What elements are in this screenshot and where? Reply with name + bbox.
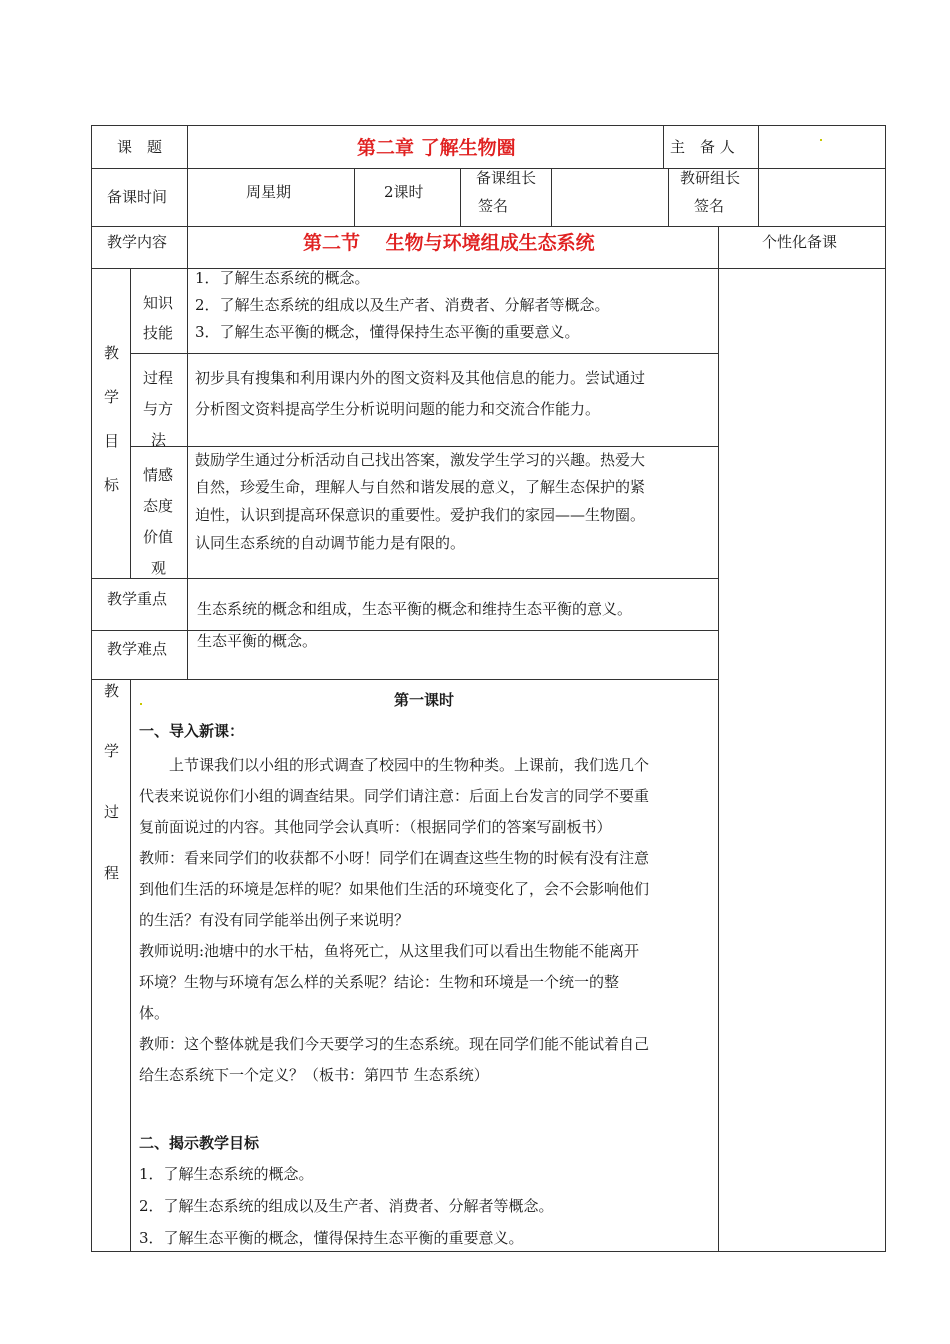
- lesson-title: 第一课时: [393, 691, 454, 709]
- rule-col-group: [551, 168, 552, 226]
- rule-row2: [91, 226, 886, 227]
- label-topic: 课 题: [117, 138, 163, 156]
- part2-heading: 二、揭示教学目标: [139, 1134, 260, 1152]
- label-prep-time: 备课时间: [107, 188, 168, 206]
- label-difficulties: 教学难点: [107, 640, 168, 658]
- rule-knowledge: [130, 353, 718, 354]
- rule-col-hours: [460, 168, 461, 226]
- rule-col-week: [354, 168, 355, 226]
- knowledge-item: 1．了解生态系统的概念。: [195, 269, 370, 287]
- scan-speck: [820, 139, 822, 141]
- hours-value: 2课时: [384, 183, 424, 201]
- scan-speck: [140, 703, 142, 705]
- emotion-label-2: 态度: [143, 497, 174, 515]
- emotion-line: 鼓励学生通过分析活动自己找出答案，激发学生学习的兴趣。热爱大: [195, 451, 646, 469]
- emotion-line: 迫性，认识到提高环保意识的重要性。爱护我们的家园——生物圈。: [195, 506, 646, 524]
- label-research-leader-1: 教研组长: [680, 169, 741, 187]
- rule-bottom: [91, 1251, 886, 1252]
- rule-process: [130, 446, 718, 447]
- emotion-label-1: 情感: [143, 466, 174, 484]
- week-value: 周星期: [246, 183, 292, 201]
- emotion-label-3: 价值: [143, 528, 174, 546]
- part1-line: 的生活？有没有同学能举出例子来说明？: [139, 911, 410, 929]
- rule-col-research: [758, 168, 759, 226]
- label-personal: 个性化备课: [762, 233, 838, 251]
- knowledge-item: 3．了解生态平衡的概念，懂得保持生态平衡的重要意义。: [195, 323, 580, 341]
- emotion-line: 认同生态系统的自动调节能力是有限的。: [195, 534, 466, 552]
- part1-line: 体。: [139, 1004, 170, 1022]
- rule-left: [91, 125, 92, 1252]
- process-line: 初步具有搜集和利用课内外的图文资料及其他信息的能力。尝试通过: [195, 369, 646, 387]
- part2-item: 2．了解生态系统的组成以及生产者、消费者、分解者等概念。: [139, 1197, 554, 1215]
- emotion-line: 自然，珍爱生命，理解人与自然和谐发展的意义，了解生态保护的紧: [195, 478, 646, 496]
- process-line: 分析图文资料提高学生分析说明问题的能力和交流合作能力。: [195, 400, 601, 418]
- label-research-leader-2: 签名: [694, 197, 725, 215]
- difficulties-text: 生态平衡的概念。: [197, 632, 318, 650]
- rule-col-content: [187, 226, 188, 268]
- label-key-points: 教学重点: [107, 590, 168, 608]
- rule-col-objsub: [187, 268, 188, 578]
- part1-heading: 一、导入新课：: [139, 722, 245, 740]
- part1-line: 教师说明:池塘中的水干枯，鱼将死亡，从这里我们可以看出生物能不能离开: [139, 942, 640, 960]
- part1-line: 教师：这个整体就是我们今天要学习的生态系统。现在同学们能不能试着自己: [139, 1035, 650, 1053]
- rule-right: [885, 125, 886, 1252]
- process-label-1: 过程: [143, 369, 174, 387]
- rule-col-preparer: [663, 125, 664, 168]
- rule-col-keypoint: [187, 578, 188, 679]
- knowledge-label-2: 技能: [143, 324, 174, 342]
- rule-col-personal: [718, 226, 719, 1252]
- rule-keypoints: [91, 630, 718, 631]
- part1-line: 上节课我们以小组的形式调查了校园中的生物种类。上课前，我们选几个: [139, 756, 650, 774]
- rule-col-processlabel: [130, 679, 131, 1252]
- part1-line: 到他们生活的环境是怎样的呢？如果他们生活的环境变化了，会不会影响他们: [139, 880, 650, 898]
- rule-col-objlabel: [130, 268, 131, 578]
- label-content: 教学内容: [107, 233, 168, 251]
- part1-line: 复前面说过的内容。其他同学会认真听：（根据同学们的答案写副板书）: [139, 818, 612, 836]
- rule-difficulties: [91, 679, 718, 680]
- knowledge-item: 2．了解生态系统的组成以及生产者、消费者、分解者等概念。: [195, 296, 610, 314]
- part1-line: 环境？生物与环境有怎么样的关系呢？结论：生物和环境是一个统一的整: [139, 973, 620, 991]
- emotion-label-4: 观: [151, 559, 167, 577]
- label-group-leader-2: 签名: [478, 197, 509, 215]
- rule-col-preparer-val: [758, 125, 759, 168]
- part2-item: 3．了解生态平衡的概念，懂得保持生态平衡的重要意义。: [139, 1229, 524, 1247]
- chapter-title: 第二章 了解生物圈: [357, 137, 516, 159]
- knowledge-label-1: 知识: [143, 294, 174, 312]
- process-label-3: 法: [151, 431, 167, 449]
- rule-objectives: [91, 578, 718, 579]
- part1-line: 代表来说说你们小组的调查结果。同学们请注意：后面上台发言的同学不要重: [139, 787, 650, 805]
- label-preparer: 主 备 人: [670, 138, 735, 156]
- part1-line: 教师：看来同学们的收获都不小呀！同学们在调查这些生物的时候有没有注意: [139, 849, 650, 867]
- rule-top: [91, 125, 886, 126]
- key-points-text: 生态系统的概念和组成，生态平衡的概念和维持生态平衡的意义。: [197, 600, 633, 618]
- part2-item: 1．了解生态系统的概念。: [139, 1165, 314, 1183]
- part1-line: 给生态系统下一个定义？（板书：第四节 生态系统）: [139, 1066, 489, 1084]
- section-title: 第二节 生物与环境组成生态系统: [303, 232, 595, 254]
- process-label-2: 与方: [143, 400, 174, 418]
- rule-col-groupval: [668, 168, 669, 226]
- rule-col-label: [187, 125, 188, 226]
- label-group-leader-1: 备课组长: [476, 169, 537, 187]
